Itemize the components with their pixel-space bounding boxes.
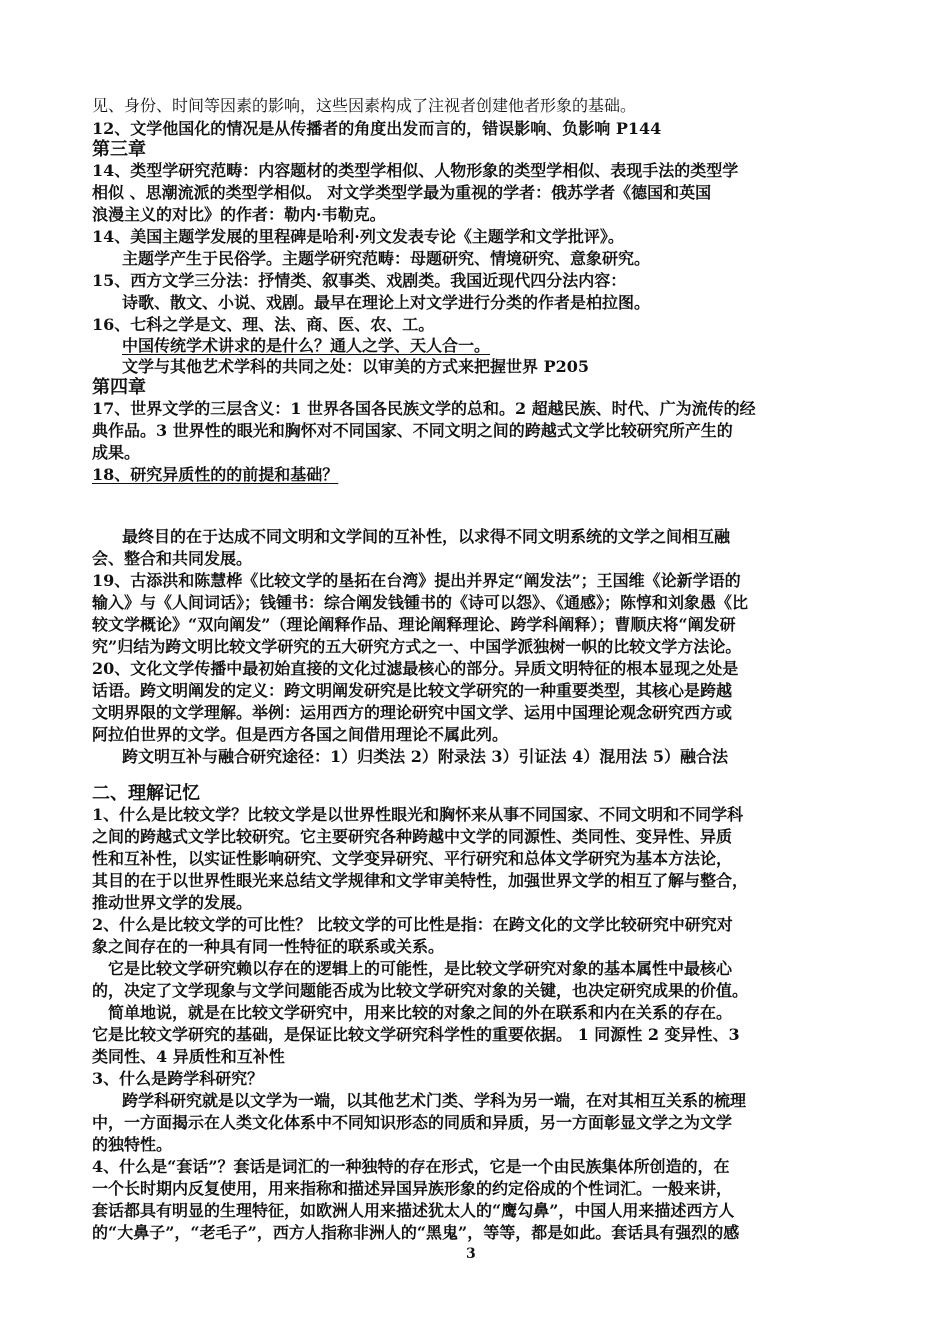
text-line: 相似 、思潮流派的类型学相似。 对文学类型学最为重视的学者：俄苏学者《德国和英国 [92,183,712,202]
text-line: 文学与其他艺术学科的共同之处：以审美的方式来把握世界 P205 [122,357,590,376]
text-line: 话语。跨文明阐发的定义：跨文明阐发研究是比较文学研究的一种重要类型，其核心是跨越 [92,681,733,700]
text-line: 它是比较文学研究赖以存在的逻辑上的可能性，是比较文学研究对象的基本属性中最核心 [108,959,733,978]
text-line: 的独特性。 [92,1135,173,1154]
text-line: 其目的在于以世界性眼光来总结文学规律和文学审美特性，加强世界文学的相互了解与整合， [92,871,749,890]
text-line: 阿拉伯世界的文学。但是西方各国之间借用理论不属此列。 [92,725,509,744]
text-line: 14、类型学研究范畴：内容题材的类型学相似、人物形象的类型学相似、表现手法的类型学 [92,161,739,180]
text-line: 输入》与《人间词话》；钱锺书：综合阐发钱锺书的《诗可以怨》、《通感》；陈惇和刘象愚《比 [92,593,749,612]
text-line: 跨文明互补与融合研究途径：1）归类法 2）附录法 3）引证法 4）混用法 5）融合法 [122,747,728,766]
text-line: 12、文学他国化的情况是从传播者的角度出发而言的，错误影响、负影响 P144 [92,119,662,138]
text-line: 的，决定了文学现象与文学问题能否成为比较文学研究对象的关键，也决定研究成果的价值。 [92,981,749,1000]
text-line: 会、整合和共同发展。 [92,549,253,568]
text-line: 的“大鼻子”，“老毛子”，西方人指称非洲人的“黑鬼”，等等，都是如此。套话具有强烈的感 [92,1223,740,1242]
text-line: 类同性、4 异质性和互补性 [92,1047,285,1066]
text-line: 中，一方面揭示在人类文化体系中不同知识形态的同质和异质，另一方面彰显文学之为文学 [92,1113,733,1132]
text-line: 诗歌、散文、小说、戏剧。最早在理论上对文学进行分类的作者是柏拉图。 [122,293,651,312]
text-line: 之间的跨越式文学比较研究。它主要研究各种跨越中文学的同源性、类同性、变异性、异质 [92,827,733,846]
text-line: 推动世界文学的发展。 [92,893,253,912]
text-line: 简单地说，就是在比较文学研究中，用来比较的对象之间的外在联系和内在关系的存在。 [108,1003,733,1022]
text-line: 典作品。3 世界性的眼光和胸怀对不同国家、不同文明之间的跨越式文学比较研究所产生的 [92,421,733,440]
text-line: 19、古添洪和陈慧桦《比较文学的垦拓在台湾》提出并界定“阐发法”；王国维《论新学语的 [92,571,741,590]
text-line: 成果。 [92,443,141,462]
text-line: 性和互补性，以实证性影响研究、文学变异研究、平行研究和总体文学研究为基本方法论， [92,849,733,868]
section-heading: 二、理解记忆 [92,783,200,804]
text-line: 见、身份、时间等因素的影响，这些因素构成了注视者创建他者形象的基础。 [92,96,637,115]
underlined-text: 中国传统学术讲求的是什么？通人之学、天人合一。 [122,336,491,355]
text-line: 象之间存在的一种具有同一性特征的联系或关系。 [92,937,445,956]
text-line: 它是比较文学研究的基础，是保证比较文学研究科学性的重要依据。 1 同源性 2 变异性、3 [92,1025,740,1044]
text-line: 1、什么是比较文学？比较文学是以世界性眼光和胸怀来从事不同国家、不同文明和不同学科 [92,805,744,824]
text-line: 最终目的在于达成不同文明和文学间的互补性，以求得不同文明系统的文学之间相互融 [122,527,731,546]
text-line: 一个长时期内反复使用，用来指称和描述异国异族形象的约定俗成的个性词汇。一般来讲， [92,1179,733,1198]
page-number: 3 [466,1246,476,1262]
text-line: 3、什么是跨学科研究？ [92,1069,264,1088]
chapter-heading: 第四章 [92,377,146,398]
text-line: 文明界限的文学理解。举例：运用西方的理论研究中国文学、运用中国理论观念研究西方或 [92,703,733,722]
text-line: 20、文化文学传播中最初始直接的文化过滤最核心的部分。异质文明特征的根本显现之处是 [92,659,739,678]
text-line: 2、什么是比较文学的可比性？ 比较文学的可比性是指：在跨文化的文学比较研究中研究对 [92,915,733,934]
chapter-heading: 第三章 [92,139,146,160]
text-line: 15、西方文学三分法：抒情类、叙事类、戏剧类。我国近现代四分法内容： [92,271,627,290]
text-line: 套话都具有明显的生理特征，如欧洲人用来描述犹太人的“鹰勾鼻”，中国人用来描述西方人 [92,1201,735,1220]
underlined-text: 18、研究异质性的的前提和基础？ [92,465,339,484]
text-line: 14、美国主题学发展的里程碑是哈利·列文发表专论《主题学和文学批评》。 [92,227,624,246]
text-line: 17、世界文学的三层含义：1 世界各国各民族文学的总和。2 超越民族、时代、广为流传的经 [92,399,756,418]
text-line: 究”归结为跨文明比较文学研究的五大研究方式之一、中国学派独树一帜的比较文学方法论。 [92,637,742,656]
text-line: 4、什么是“套话”？套话是词汇的一种独特的存在形式，它是一个由民族集体所创造的，在 [92,1157,730,1176]
text-line [92,465,862,485]
text-line: 跨学科研究就是以文学为一端，以其他艺术门类、学科为另一端，在对其相互关系的梳理 [122,1091,747,1110]
text-line: 较文学概论》“双向阐发”（理论阐释作品、理论阐释理论、跨学科阐释）；曹顺庆将“阐发研 [92,615,736,634]
text-line: 16、七科之学是文、理、法、商、医、农、工。 [92,315,435,334]
text-line: 浪漫主义的对比》的作者：勒内·韦勒克。 [92,205,386,224]
text-line [122,336,892,356]
text-line: 主题学产生于民俗学。主题学研究范畴：母题研究、情境研究、意象研究。 [122,249,651,268]
